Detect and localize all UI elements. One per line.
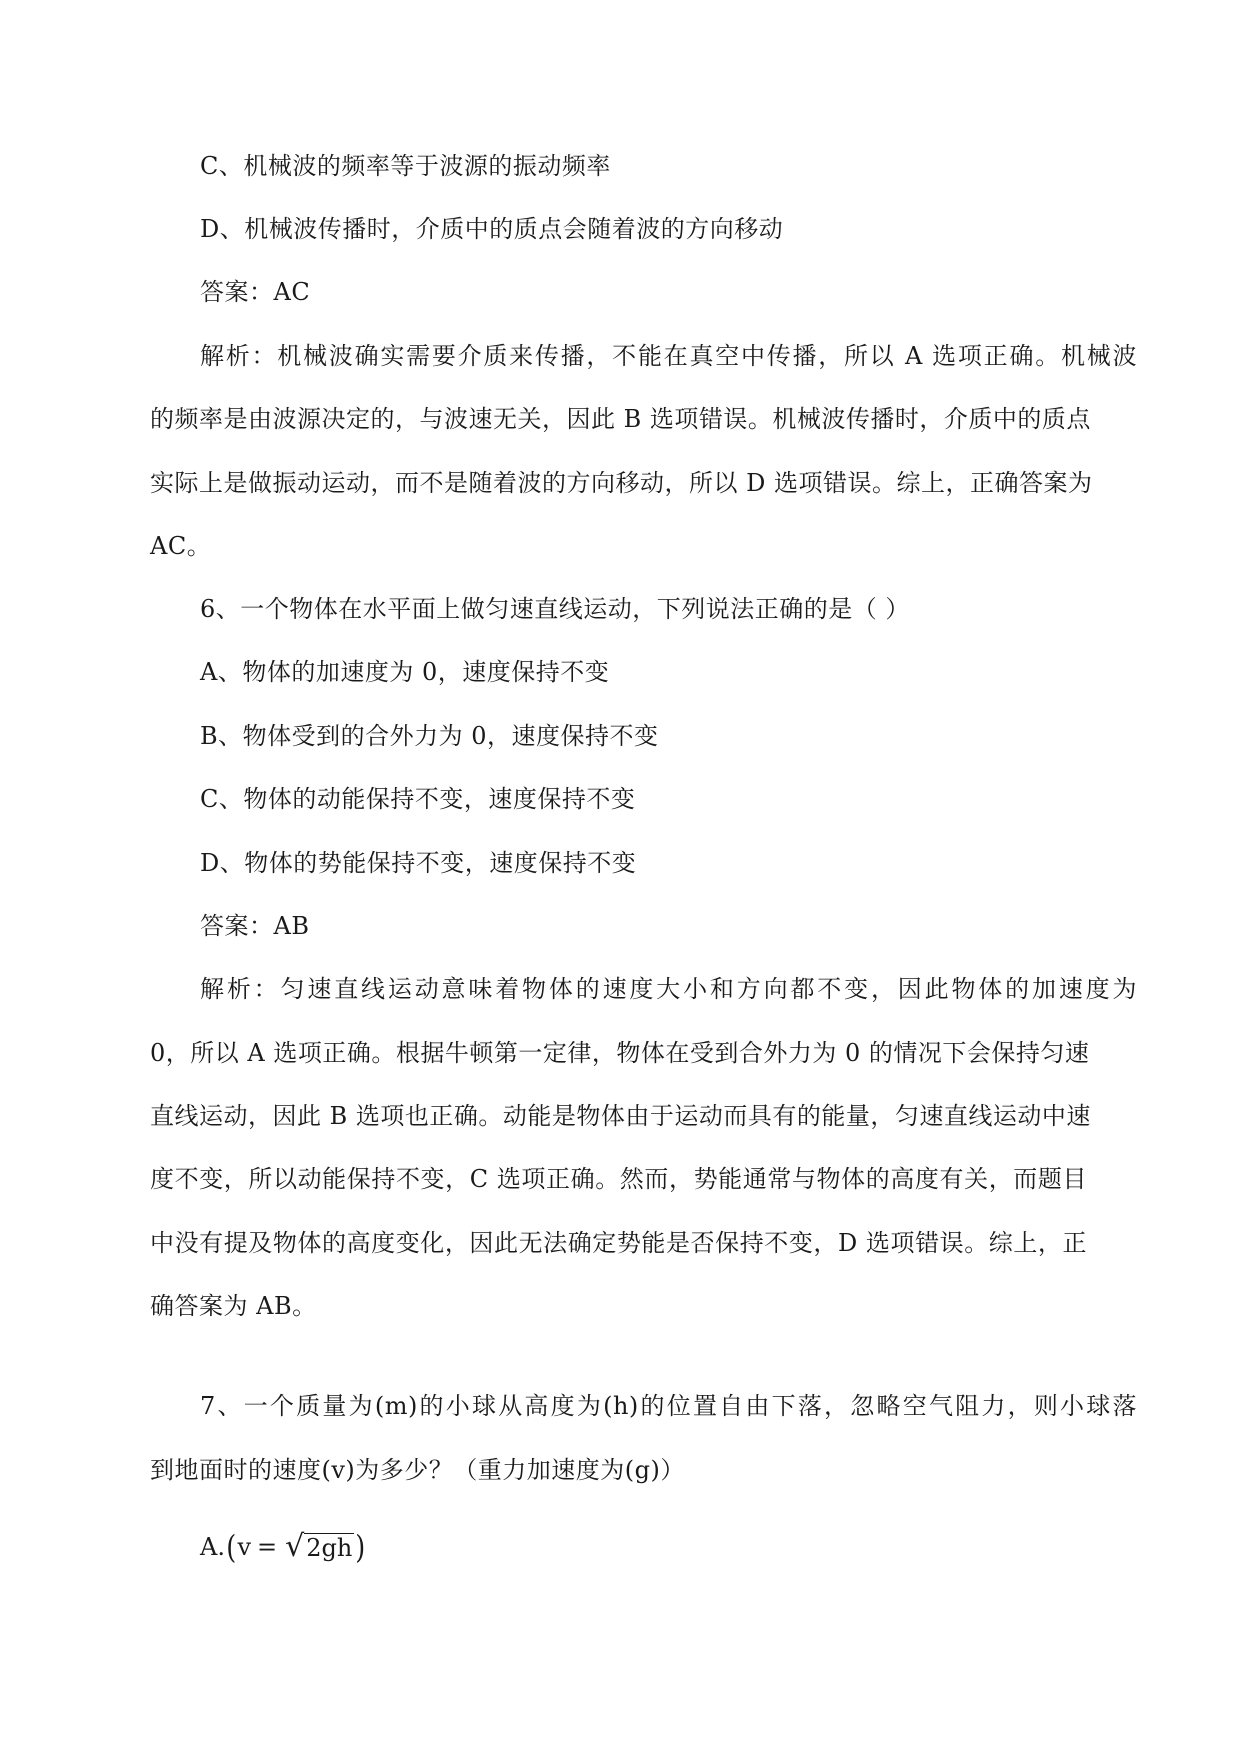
explanation-line: 直线运动，因此 B 选项也正确。动能是物体由于运动而具有的能量，匀速直线运动中速 [150, 1102, 1091, 1130]
option-b-line: B、物体受到的合外力为 0，速度保持不变 [200, 722, 659, 750]
question-6-line: 6、一个物体在水平面上做匀速直线运动，下列说法正确的是（ ） [200, 595, 910, 623]
option-a-line: A、物体的加速度为 0，速度保持不变 [200, 658, 610, 686]
answer-line: 答案：AB [200, 912, 310, 940]
option-a-formula: A. ( v = √ 2gh ) [200, 1528, 366, 1566]
option-label: A. [200, 1533, 225, 1561]
formula-equals: = [257, 1533, 278, 1561]
option-c-line: C、物体的动能保持不变，速度保持不变 [200, 785, 636, 813]
explanation-line: 实际上是做振动运动，而不是随着波的方向移动，所以 D 选项错误。综上，正确答案为 [150, 469, 1093, 497]
option-c-line: C、机械波的频率等于波源的振动频率 [200, 152, 611, 180]
explanation-line: 度不变，所以动能保持不变，C 选项正确。然而，势能通常与物体的高度有关，而题目 [150, 1165, 1087, 1193]
explanation-line: 解析：匀速直线运动意味着物体的速度大小和方向都不变，因此物体的加速度为 [200, 975, 1137, 1003]
explanation-line: 的频率是由波源决定的，与波速无关，因此 B 选项错误。机械波传播时，介质中的质点 [150, 405, 1091, 433]
explanation-line: 解析：机械波确实需要介质来传播，不能在真空中传播，所以 A 选项正确。机械波 [200, 342, 1137, 370]
option-d-line: D、机械波传播时，介质中的质点会随着波的方向移动 [200, 215, 784, 243]
square-root [285, 1530, 354, 1564]
explanation-line: 中没有提及物体的高度变化，因此无法确定势能是否保持不变，D 选项错误。综上，正 [150, 1229, 1087, 1257]
explanation-line: AC。 [150, 532, 212, 560]
option-d-line: D、物体的势能保持不变，速度保持不变 [200, 849, 637, 877]
formula-lhs: v [237, 1533, 252, 1561]
explanation-line: 0，所以 A 选项正确。根据牛顿第一定律，物体在受到合外力为 0 的情况下会保持匀速 [150, 1039, 1090, 1067]
formula-radicand: 2gh [306, 1534, 353, 1562]
explanation-line: 确答案为 AB。 [150, 1292, 317, 1320]
radical-sign-icon: √ [285, 1529, 305, 1564]
question-7-line: 到地面时的速度(v)为多少？（重力加速度为(g)） [150, 1456, 685, 1484]
question-7-line: 7、一个质量为(m)的小球从高度为(h)的位置自由下落，忽略空气阻力，则小球落 [200, 1392, 1137, 1420]
answer-line: 答案：AC [200, 278, 311, 306]
